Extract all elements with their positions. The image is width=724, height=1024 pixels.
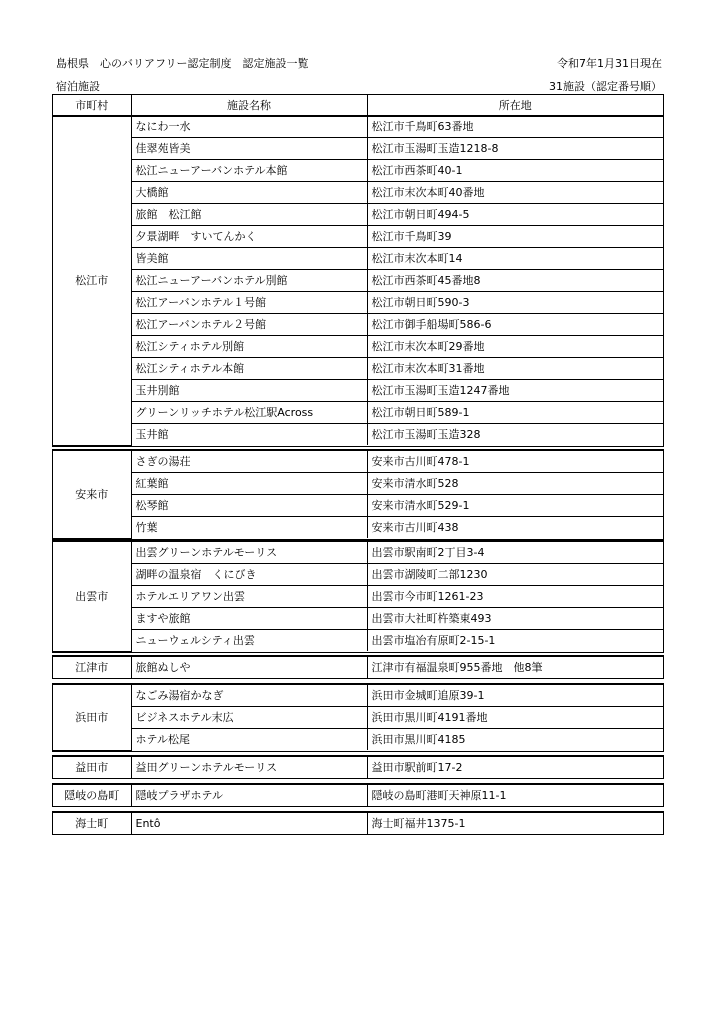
municipality-group (52, 540, 664, 653)
facility-name-cell: なごみ湯宿かなぎ (131, 685, 367, 707)
facility-name-cell: なにわ一水 (131, 116, 367, 138)
municipality-cell: 浜田市 (53, 685, 131, 751)
table-row (53, 380, 663, 402)
address-cell: 松江市玉湯町玉造1247番地 (367, 380, 663, 402)
facility-name-cell: ビジネスホテル末広 (131, 707, 367, 729)
facility-name-cell: ホテル松尾 (131, 729, 367, 751)
facility-name-cell: 隠岐プラザホテル (131, 785, 367, 807)
facility-name-cell: 松江アーバンホテル２号館 (131, 314, 367, 336)
municipality-group (52, 655, 664, 679)
address-cell: 安来市古川町438 (367, 517, 663, 539)
address-cell: 松江市玉湯町玉造1218-8 (367, 138, 663, 160)
facility-name-cell: 紅葉館 (131, 473, 367, 495)
address-cell: 浜田市黒川町4185 (367, 729, 663, 751)
address-cell: 出雲市湖陵町二部1230 (367, 564, 663, 586)
table-row (53, 813, 663, 835)
municipality-group (52, 449, 664, 540)
table-row (53, 160, 663, 182)
address-cell: 松江市末次本町40番地 (367, 182, 663, 204)
address-cell: 松江市末次本町14 (367, 248, 663, 270)
municipality-group (52, 755, 664, 779)
table-row (53, 358, 663, 380)
table-row (53, 729, 663, 751)
table-row (53, 630, 663, 652)
address-cell: 松江市千鳥町63番地 (367, 116, 663, 138)
table-row (53, 564, 663, 586)
facility-name-cell: 佳翠苑皆美 (131, 138, 367, 160)
table-row (53, 757, 663, 779)
municipality-cell: 隠岐の島町 (53, 785, 131, 807)
facility-name-cell: 大橋館 (131, 182, 367, 204)
address-cell: 松江市西茶町45番地8 (367, 270, 663, 292)
table-row (53, 451, 663, 473)
facility-name-cell: 玉井別館 (131, 380, 367, 402)
table-row (53, 248, 663, 270)
facility-name-cell: 松江ニューアーバンホテル本館 (131, 160, 367, 182)
address-cell: 松江市玉湯町玉造328 (367, 424, 663, 446)
facility-name-cell: さぎの湯荘 (131, 451, 367, 473)
address-cell: 出雲市大社町杵築東493 (367, 608, 663, 630)
facility-name-cell: ますや旅館 (131, 608, 367, 630)
table-row (53, 424, 663, 446)
facility-name-cell: 旅館 松江館 (131, 204, 367, 226)
municipality-cell: 出雲市 (53, 542, 131, 652)
address-cell: 松江市西茶町40-1 (367, 160, 663, 182)
category-label: 宿泊施設 (56, 80, 100, 93)
facility-name-cell: グリーンリッチホテル松江駅Across (131, 402, 367, 424)
address-cell: 益田市駅前町17-2 (367, 757, 663, 779)
facility-name-cell: 皆美館 (131, 248, 367, 270)
table-row (53, 685, 663, 707)
column-header-address: 所在地 (367, 95, 663, 116)
table-row (53, 473, 663, 495)
table-row (53, 226, 663, 248)
as-of-date: 令和7年1月31日現在 (557, 57, 662, 70)
table-row (53, 542, 663, 564)
address-cell: 海士町福井1375-1 (367, 813, 663, 835)
address-cell: 松江市朝日町590-3 (367, 292, 663, 314)
facility-name-cell: 出雲グリーンホテルモーリス (131, 542, 367, 564)
facility-name-cell: ニューウェルシティ出雲 (131, 630, 367, 652)
address-cell: 松江市朝日町494-5 (367, 204, 663, 226)
document-title: 島根県 心のバリアフリー認定制度 認定施設一覧 (56, 57, 309, 70)
municipality-cell: 松江市 (53, 116, 131, 446)
table-header (52, 94, 664, 117)
facility-name-cell: 松江アーバンホテル１号館 (131, 292, 367, 314)
table-row (53, 402, 663, 424)
facility-name-cell: 松江シティホテル別館 (131, 336, 367, 358)
municipality-cell: 海士町 (53, 813, 131, 835)
column-header-municipality: 市町村 (53, 95, 131, 116)
facility-name-cell: Entô (131, 813, 367, 835)
table-row (53, 785, 663, 807)
table-row (53, 204, 663, 226)
facility-count: 31施設（認定番号順） (549, 80, 662, 93)
address-cell: 松江市御手船場町586-6 (367, 314, 663, 336)
facility-name-cell: 玉井館 (131, 424, 367, 446)
facility-name-cell: 松琴館 (131, 495, 367, 517)
municipality-cell: 安来市 (53, 451, 131, 539)
facility-name-cell: 旅館ぬしや (131, 657, 367, 679)
facility-name-cell: 湖畔の温泉宿 くにびき (131, 564, 367, 586)
column-header-facility-name: 施設名称 (131, 95, 367, 116)
table-row (53, 182, 663, 204)
table-row (53, 517, 663, 539)
address-cell: 安来市清水町529-1 (367, 495, 663, 517)
facility-name-cell: 松江ニューアーバンホテル別館 (131, 270, 367, 292)
municipality-group (52, 811, 664, 835)
facility-name-cell: 松江シティホテル本館 (131, 358, 367, 380)
address-cell: 松江市朝日町589-1 (367, 402, 663, 424)
table-row (53, 657, 663, 679)
table-row (53, 314, 663, 336)
table-row (53, 608, 663, 630)
address-cell: 出雲市今市町1261-23 (367, 586, 663, 608)
table-row (53, 292, 663, 314)
municipality-group (52, 683, 664, 752)
facility-name-cell: 夕景湖畔 すいてんかく (131, 226, 367, 248)
municipality-group (52, 115, 664, 447)
address-cell: 松江市末次本町29番地 (367, 336, 663, 358)
table-row (53, 707, 663, 729)
table-row (53, 586, 663, 608)
municipality-group (52, 783, 664, 807)
facility-name-cell: ホテルエリアワン出雲 (131, 586, 367, 608)
address-cell: 安来市清水町528 (367, 473, 663, 495)
address-cell: 出雲市塩冶有原町2-15-1 (367, 630, 663, 652)
address-cell: 江津市有福温泉町955番地 他8筆 (367, 657, 663, 679)
municipality-cell: 益田市 (53, 757, 131, 779)
table-row (53, 270, 663, 292)
table-row (53, 138, 663, 160)
address-cell: 隠岐の島町港町天神原11-1 (367, 785, 663, 807)
address-cell: 出雲市駅南町2丁目3-4 (367, 542, 663, 564)
facility-name-cell: 竹葉 (131, 517, 367, 539)
table-row (53, 495, 663, 517)
address-cell: 浜田市金城町追原39-1 (367, 685, 663, 707)
table-row (53, 116, 663, 138)
table-row (53, 336, 663, 358)
facility-name-cell: 益田グリーンホテルモーリス (131, 757, 367, 779)
address-cell: 安来市古川町478-1 (367, 451, 663, 473)
address-cell: 松江市末次本町31番地 (367, 358, 663, 380)
address-cell: 浜田市黒川町4191番地 (367, 707, 663, 729)
municipality-cell: 江津市 (53, 657, 131, 679)
address-cell: 松江市千鳥町39 (367, 226, 663, 248)
